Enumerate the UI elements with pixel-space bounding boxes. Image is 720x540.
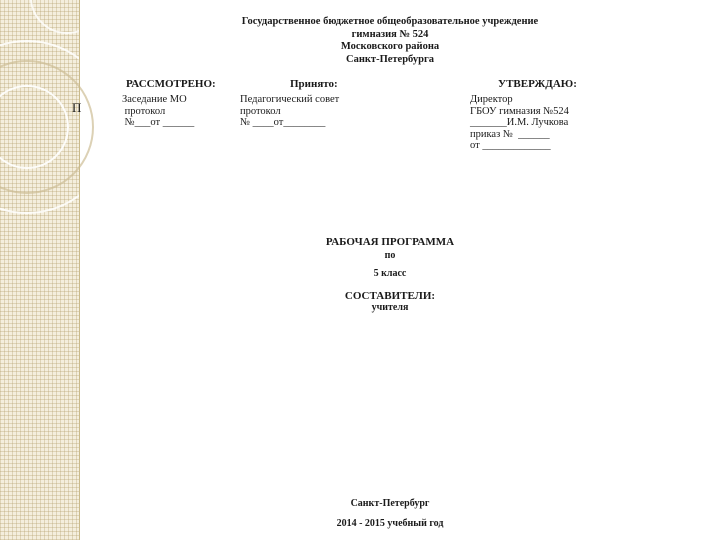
reviewed-line: Заседание МО — [122, 94, 187, 105]
reviewed-line: протокол — [122, 105, 166, 117]
side-panel-border — [79, 0, 80, 540]
reviewed-line: №___от ______ — [122, 117, 195, 128]
header-line: Санкт-Петербурга — [345, 53, 435, 65]
school-header — [190, 16, 590, 66]
accepted-line: Педагогический совет — [240, 94, 340, 105]
header-line: Московского района — [340, 41, 440, 52]
approved-line: приказ № ______ — [470, 128, 550, 140]
program-grade: 5 класс — [373, 268, 407, 279]
approved-line: ГБОУ гимназия №524 — [470, 105, 569, 117]
accepted-line: № ____от________ — [240, 117, 326, 128]
program-subject-prefix: по — [384, 250, 396, 261]
approved-line: _______И.М. Лучкова — [470, 117, 569, 128]
approved-block — [470, 94, 569, 152]
footer-year: 2014 - 2015 учебный год — [336, 518, 444, 529]
reviewed-block — [122, 94, 194, 129]
header-line: Государственное бюджетное общеобразовательное учреждение — [241, 16, 539, 27]
approved-title: УТВЕРЖДАЮ: — [498, 78, 577, 90]
accepted-title: Принято: — [290, 78, 338, 90]
program-title: РАБОЧАЯ ПРОГРАММА — [325, 236, 455, 248]
approved-line: Директор — [470, 94, 513, 105]
margin-mark: П — [72, 100, 82, 115]
authors-role: учителя — [371, 302, 409, 313]
decorative-side-panel — [0, 0, 80, 540]
footer-city: Санкт-Петербург — [350, 498, 430, 509]
reviewed-title: РАССМОТРЕНО: — [126, 78, 216, 90]
accepted-line: протокол — [240, 105, 281, 117]
authors-title: СОСТАВИТЕЛИ: — [344, 290, 436, 302]
accepted-block — [240, 94, 339, 129]
header-line: гимназия № 524 — [351, 28, 429, 40]
approved-line: от _____________ — [470, 140, 551, 151]
